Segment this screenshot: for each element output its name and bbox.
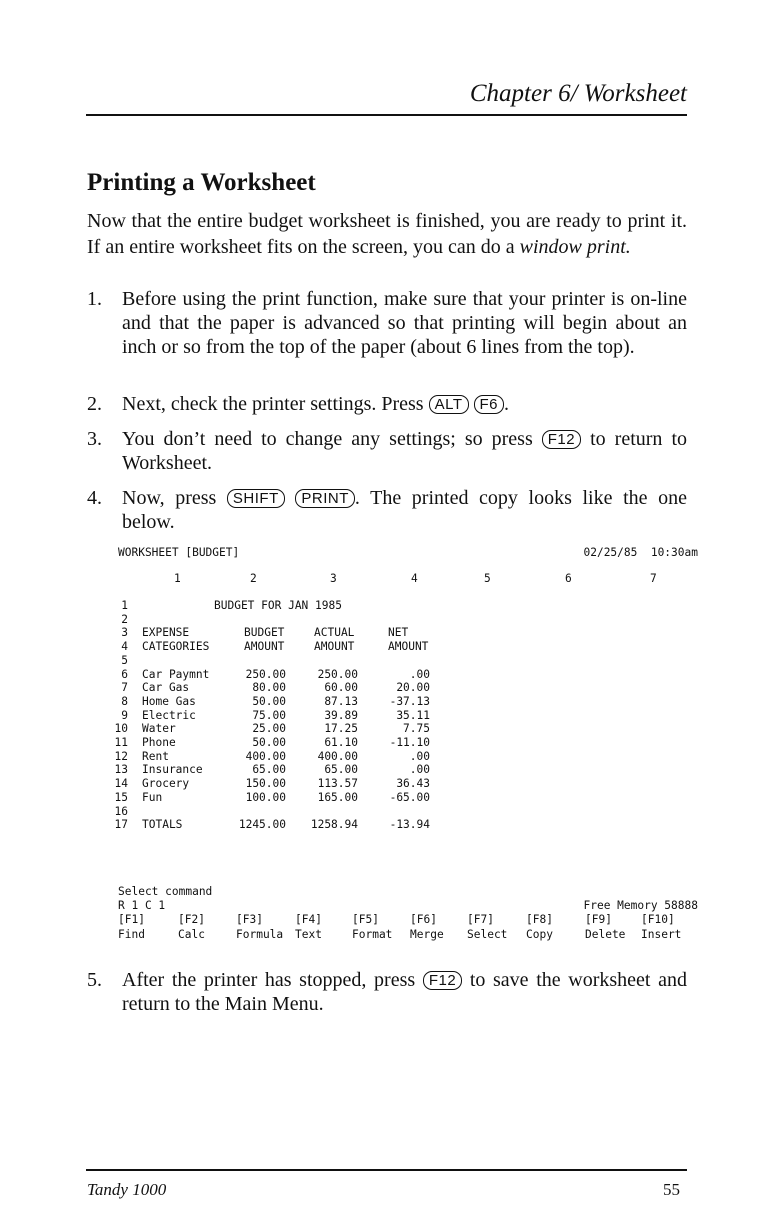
actual-cell: 39.89 (324, 708, 358, 722)
print-key-icon: PRINT (295, 489, 355, 508)
step-number: 5. (87, 969, 102, 991)
function-key-label: Text (295, 928, 322, 941)
net-cell: -11.10 (389, 736, 430, 749)
net-cell: -65.00 (389, 790, 430, 804)
column-header: NET (388, 626, 409, 640)
free-memory: Free Memory 58888 (583, 899, 698, 912)
column-number: 2 (250, 572, 257, 585)
column-number: 1 (174, 572, 181, 585)
function-key-label: Calc (178, 928, 205, 941)
row-number: 10 (114, 722, 128, 736)
step-1 (87, 287, 687, 359)
step-number: 1. (87, 288, 102, 310)
budget-cell: 50.00 (252, 736, 286, 749)
budget-cell: 65.00 (252, 763, 286, 777)
row-number: 7 (121, 681, 128, 695)
step-text: Now, press SHIFT PRINT . The printed copy looks like the one below. (122, 487, 687, 533)
column-number: 6 (565, 572, 572, 585)
actual-cell: 60.00 (324, 681, 358, 695)
row-label: Rent (142, 749, 169, 763)
row-number: 12 (114, 749, 128, 763)
worksheet-title: WORKSHEET [BUDGET] (118, 546, 240, 559)
step-number: 3. (87, 428, 102, 450)
step-4 (87, 486, 687, 534)
actual-cell: 87.13 (324, 694, 358, 708)
actual-cell: 17.25 (324, 722, 358, 736)
worksheet-heading: BUDGET FOR JAN 1985 (214, 599, 342, 612)
function-key: [F3] (236, 913, 263, 926)
row-number: 9 (121, 708, 128, 722)
step-text: Before using the print function, make sure that your printer is on-line and that the paper is advanced so that printing will begin about an inch or so from the top of the paper (about 6 lines from the top). (122, 288, 687, 358)
row-label: Phone (142, 736, 176, 749)
command-prompt: Select command (118, 885, 213, 898)
function-key-label: Copy (526, 928, 553, 941)
step-text: You don’t need to change any settings; so press F12 to return to Worksheet. (122, 428, 687, 474)
row-number: 16 (114, 804, 128, 818)
row-label: Car Paymnt (142, 667, 210, 681)
f12-key-icon: F12 (423, 971, 462, 990)
row-label: Car Gas (142, 681, 190, 695)
function-key-label: Format (352, 928, 393, 941)
step-5 (87, 968, 687, 1016)
budget-cell: 100.00 (245, 790, 286, 804)
row-label: Insurance (142, 763, 203, 777)
function-key: [F7] (467, 913, 494, 926)
section-title: Printing a Worksheet (87, 169, 316, 196)
actual-cell: 61.10 (324, 736, 358, 749)
step-number: 2. (87, 393, 102, 415)
step-text: After the printer has stopped, press F12 to save the worksheet and return to the Main Menu. (122, 969, 688, 1015)
net-cell: .00 (409, 667, 430, 681)
totals-budget: 1245.00 (238, 818, 286, 832)
net-cell: 20.00 (396, 681, 430, 695)
column-header: AMOUNT (244, 640, 285, 654)
page-number: 55 (663, 1180, 680, 1199)
row-number: 2 (121, 612, 128, 626)
column-number: 5 (484, 572, 491, 585)
budget-cell: 400.00 (245, 749, 286, 763)
column-header: CATEGORIES (142, 640, 210, 654)
chapter-header: Chapter 6/ Worksheet (469, 80, 687, 107)
column-header: EXPENSE (142, 626, 190, 640)
footer-title: Tandy 1000 (87, 1180, 167, 1199)
net-cell: 36.43 (396, 777, 430, 791)
step-text: Next, check the printer settings. Press ALT F6 . (122, 393, 510, 415)
actual-cell: 65.00 (324, 763, 358, 777)
function-key: [F6] (410, 913, 437, 926)
function-key: [F2] (178, 913, 205, 926)
row-label: Grocery (142, 777, 190, 791)
net-cell: -37.13 (389, 694, 430, 708)
budget-cell: 80.00 (252, 681, 286, 695)
column-header: BUDGET (244, 626, 285, 640)
budget-cell: 25.00 (252, 722, 286, 736)
totals-actual: 1258.94 (310, 818, 358, 832)
row-number: 8 (121, 694, 128, 708)
f6-key-icon: F6 (474, 395, 505, 414)
row-number: 15 (114, 790, 128, 804)
footer-rule (86, 1169, 687, 1171)
row-number: 4 (121, 640, 128, 654)
function-key: [F1] (118, 913, 145, 926)
row-label: Water (142, 722, 176, 736)
column-header: AMOUNT (388, 640, 429, 654)
net-cell: 7.75 (403, 722, 430, 736)
cursor-position: R 1 C 1 (118, 899, 166, 912)
print-datetime: 02/25/85 10:30am (583, 546, 698, 559)
function-key-label: Find (118, 928, 145, 941)
function-key-label: Formula (236, 928, 284, 941)
row-number: 1 (121, 599, 128, 612)
budget-cell: 150.00 (245, 777, 286, 791)
intro-paragraph (87, 208, 687, 260)
net-cell: .00 (409, 749, 430, 763)
step-3 (87, 427, 687, 475)
row-number: 11 (114, 736, 128, 749)
f12-key-icon: F12 (542, 430, 581, 449)
column-header: ACTUAL (314, 626, 355, 640)
column-number: 3 (330, 572, 337, 585)
function-key: [F5] (352, 913, 379, 926)
intro-italic: window print. (519, 236, 631, 258)
alt-key-icon: ALT (429, 395, 469, 414)
function-key-label: Merge (410, 928, 444, 941)
row-number: 13 (114, 763, 128, 777)
budget-cell: 75.00 (252, 708, 286, 722)
actual-cell: 165.00 (317, 790, 358, 804)
row-number: 5 (121, 653, 128, 667)
row-number: 6 (121, 667, 128, 681)
actual-cell: 113.57 (317, 777, 358, 791)
totals-net: -13.94 (389, 818, 430, 832)
row-number: 17 (114, 818, 128, 832)
totals-label: TOTALS (142, 818, 183, 832)
net-cell: 35.11 (396, 708, 430, 722)
function-key-label: Delete (585, 928, 626, 941)
shift-key-icon: SHIFT (227, 489, 285, 508)
worksheet-printout (114, 546, 698, 948)
row-number: 3 (121, 626, 128, 640)
function-key: [F9] (585, 913, 612, 926)
net-cell: .00 (409, 763, 430, 777)
function-key: [F8] (526, 913, 553, 926)
actual-cell: 250.00 (317, 667, 358, 681)
function-key: [F10] (641, 913, 675, 926)
function-key: [F4] (295, 913, 322, 926)
row-label: Electric (142, 708, 196, 722)
budget-cell: 50.00 (252, 694, 286, 708)
column-header: AMOUNT (314, 640, 355, 654)
header-rule (86, 114, 687, 116)
row-label: Home Gas (142, 694, 196, 708)
step-2 (87, 392, 687, 416)
actual-cell: 400.00 (317, 749, 358, 763)
column-number: 4 (411, 572, 418, 585)
intro-text: Now that the entire budget worksheet is finished, you are ready to print it. If an entire worksheet fits on the screen, you can do a (87, 210, 687, 258)
column-number: 7 (650, 572, 657, 585)
row-number: 14 (114, 777, 128, 791)
row-label: Fun (142, 790, 163, 804)
function-key-label: Select (467, 928, 508, 941)
budget-cell: 250.00 (245, 667, 286, 681)
function-key-label: Insert (641, 928, 682, 941)
step-number: 4. (87, 487, 102, 509)
